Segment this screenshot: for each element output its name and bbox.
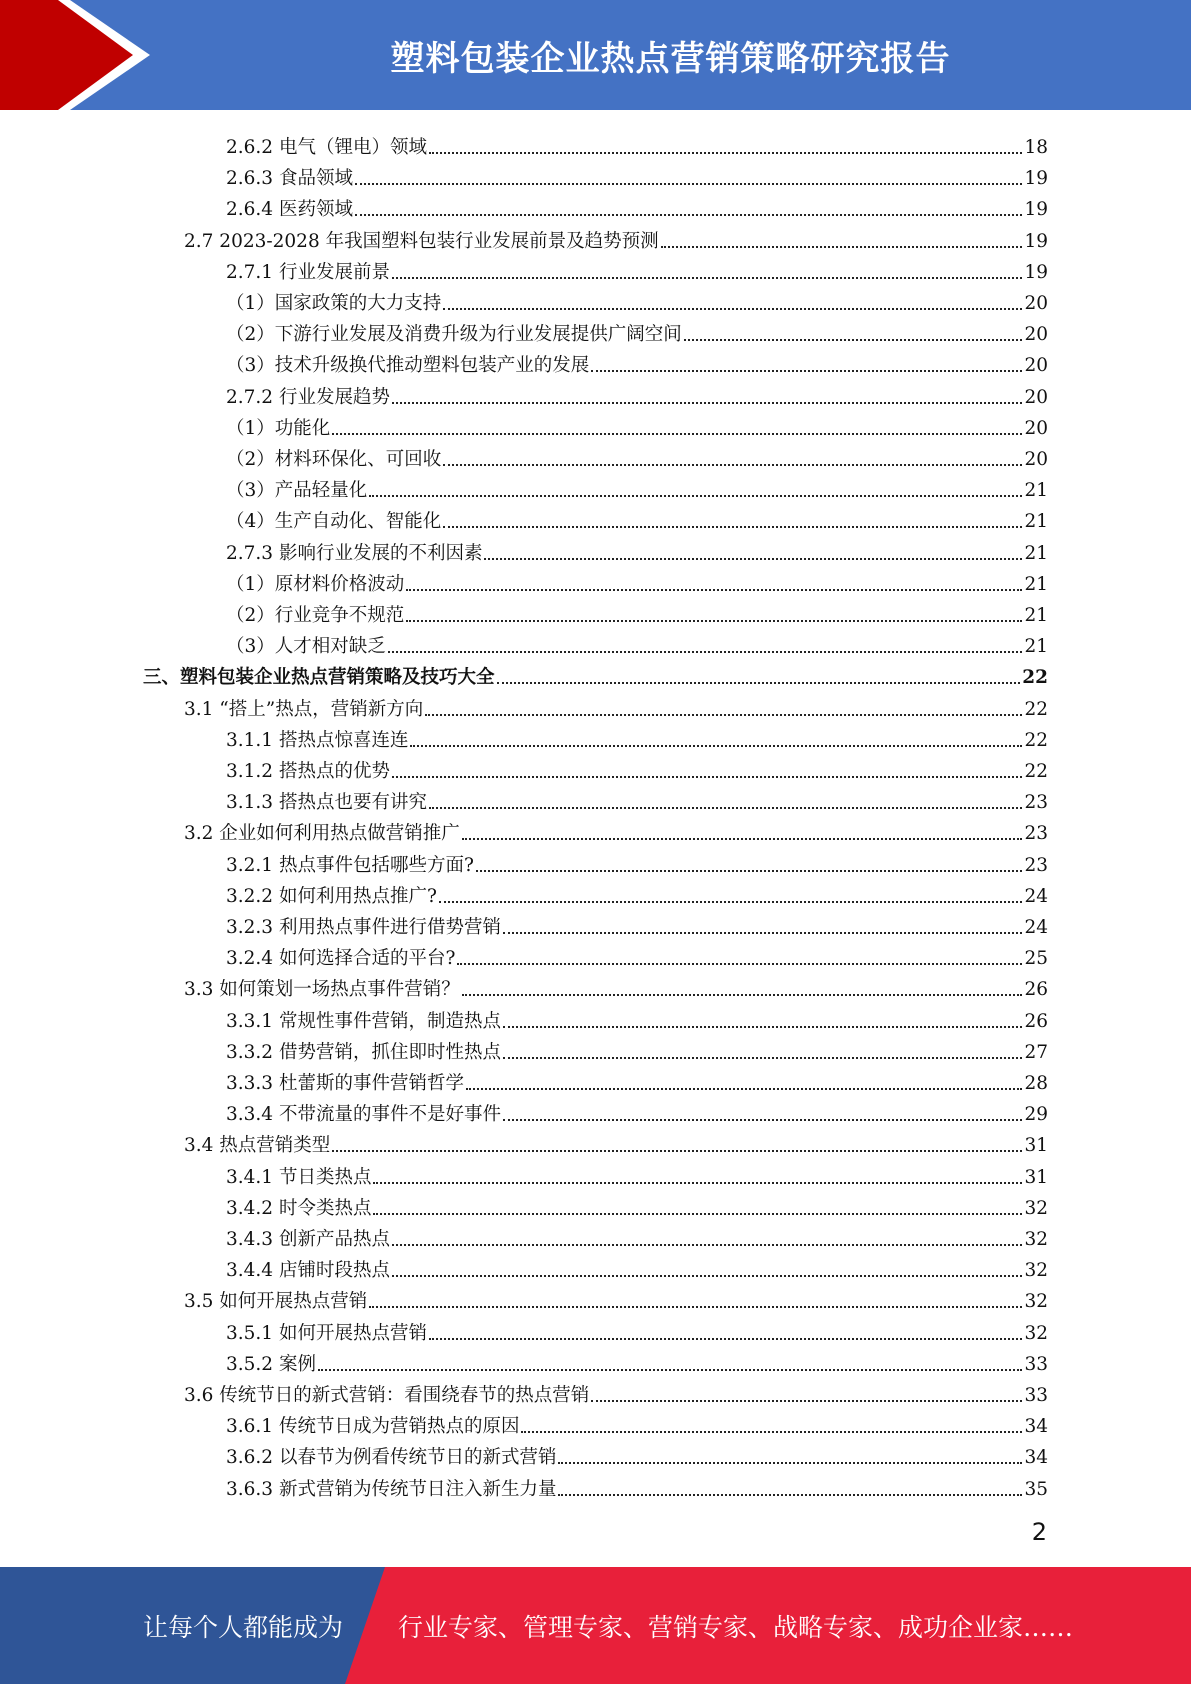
toc-dot-leader [369, 1306, 1022, 1308]
toc-dot-leader [558, 1462, 1022, 1464]
toc-entry-page: 21 [1024, 573, 1048, 595]
toc-entry-title: 3.3.4 不带流量的事件不是好事件 [226, 1104, 501, 1126]
toc-dot-leader [503, 1057, 1022, 1059]
toc-entry[interactable] [226, 346, 1048, 377]
toc-dot-leader [392, 1275, 1022, 1277]
toc-entry-page: 20 [1024, 386, 1048, 408]
toc-entry[interactable] [226, 846, 1048, 877]
toc-dot-leader [503, 932, 1022, 934]
toc-entry[interactable] [184, 1126, 1048, 1157]
toc-entry[interactable] [226, 596, 1048, 627]
toc-entry-page: 22 [1024, 761, 1048, 782]
toc-entry-page: 28 [1024, 1073, 1048, 1094]
toc-entry-title: 2.6.4 医药领域 [226, 199, 353, 221]
toc-entry[interactable] [226, 284, 1048, 315]
toc-entry-page: 21 [1024, 480, 1048, 502]
toc-entry-page: 20 [1024, 324, 1048, 346]
toc-entry[interactable] [184, 1376, 1048, 1407]
toc-entry-page: 27 [1024, 1041, 1048, 1063]
toc-entry-title: 3.6.2 以春节为例看传统节日的新式营销 [226, 1447, 557, 1469]
toc-entry[interactable] [226, 1064, 1048, 1095]
toc-dot-leader [521, 1431, 1022, 1433]
toc-entry-title: 3.1.2 搭热点的优势 [226, 761, 390, 782]
toc-entry[interactable] [184, 814, 1048, 845]
toc-entry-page: 19 [1024, 261, 1048, 283]
toc-dot-leader [503, 1119, 1022, 1121]
toc-dot-leader [392, 776, 1022, 778]
toc-entry[interactable] [184, 690, 1048, 721]
toc-entry-page: 32 [1024, 1229, 1048, 1250]
toc-entry-page: 20 [1024, 417, 1048, 439]
toc-entry-title: 3.4.1 节日类热点 [226, 1166, 372, 1188]
toc-dot-leader [439, 901, 1023, 903]
toc-entry-page: 23 [1024, 792, 1048, 814]
toc-dot-leader [388, 651, 1023, 653]
toc-dot-leader [661, 246, 1023, 248]
toc-entry-title: 3.5 如何开展热点营销 [184, 1291, 368, 1313]
toc-entry-page: 31 [1024, 1166, 1048, 1188]
toc-entry-page: 19 [1024, 230, 1048, 252]
toc-entry[interactable] [226, 502, 1048, 533]
toc-entry-page: 20 [1024, 449, 1048, 470]
toc-entry[interactable] [226, 1314, 1048, 1345]
toc-entry-page: 23 [1024, 823, 1048, 845]
toc-entry[interactable] [184, 222, 1048, 253]
toc-entry-page: 32 [1024, 1197, 1048, 1219]
toc-dot-leader [392, 277, 1022, 279]
toc-entry-page: 29 [1024, 1104, 1048, 1126]
toc-dot-leader [591, 370, 1022, 372]
toc-entry[interactable] [226, 908, 1048, 939]
toc-entry[interactable] [143, 658, 1048, 689]
toc-entry-title: （2）下游行业发展及消费升级为行业发展提供广阔空间 [226, 324, 682, 346]
toc-dot-leader [457, 963, 1022, 965]
toc-entry-page: 19 [1024, 168, 1048, 190]
toc-dot-leader [406, 620, 1022, 622]
toc-entry-title: （2）行业竞争不规范 [226, 605, 405, 626]
toc-entry-title: 2.7.1 行业发展前景 [226, 261, 390, 283]
toc-entry-title: （1）原材料价格波动 [226, 573, 405, 595]
report-title: 塑料包装企业热点营销策略研究报告 [390, 38, 951, 79]
toc-dot-leader [406, 589, 1022, 591]
page-number: 2 [1031, 1518, 1047, 1546]
toc-entry-title: （3）产品轻量化 [226, 480, 368, 502]
toc-entry-page: 26 [1024, 979, 1048, 1001]
toc-entry-title: 3.4.3 创新产品热点 [226, 1229, 390, 1250]
toc-entry[interactable] [226, 1220, 1048, 1251]
toc-dot-leader [443, 526, 1022, 528]
toc-entry[interactable] [226, 877, 1048, 908]
toc-entry[interactable] [226, 315, 1048, 346]
toc-dot-leader [429, 1338, 1022, 1340]
toc-entry[interactable] [226, 1095, 1048, 1126]
toc-entry[interactable] [226, 939, 1048, 970]
toc-entry-title: （4）生产自动化、智能化 [226, 511, 442, 533]
toc-dot-leader [373, 1182, 1022, 1184]
toc-dot-leader [355, 214, 1023, 216]
toc-entry-page: 21 [1024, 511, 1048, 533]
toc-dot-leader [429, 807, 1022, 809]
toc-entry-title: 3.5.1 如何开展热点营销 [226, 1322, 427, 1344]
toc-entry-page: 32 [1024, 1322, 1048, 1344]
toc-entry-page: 33 [1024, 1385, 1048, 1406]
footer-slogan-left: 让每个人都能成为 [143, 1612, 344, 1642]
toc-entry-title: 3.4.2 时令类热点 [226, 1197, 372, 1219]
toc-dot-leader [410, 745, 1022, 747]
toc-entry-title: 3.2 企业如何利用热点做营销推广 [184, 823, 460, 845]
toc-dot-leader [443, 464, 1022, 466]
toc-entry[interactable] [226, 1033, 1048, 1064]
toc-entry[interactable] [226, 534, 1048, 565]
toc-dot-leader [466, 1088, 1022, 1090]
toc-dot-leader [332, 1150, 1022, 1152]
toc-entry[interactable] [226, 128, 1048, 159]
toc-entry[interactable] [226, 721, 1048, 752]
toc-entry[interactable] [226, 752, 1048, 783]
header-chevron-icon [0, 0, 160, 110]
toc-entry[interactable] [226, 190, 1048, 221]
toc-dot-leader [443, 308, 1022, 310]
toc-entry-page: 24 [1024, 917, 1048, 938]
toc-entry[interactable] [226, 1407, 1048, 1438]
toc-entry-title: （3）技术升级换代推动塑料包装产业的发展 [226, 355, 590, 377]
toc-dot-leader [369, 495, 1022, 497]
toc-dot-leader [476, 870, 1023, 872]
toc-entry[interactable] [226, 1438, 1048, 1469]
toc-entry-title: 3.2.1 热点事件包括哪些方面? [226, 854, 474, 876]
toc-entry-page: 20 [1024, 293, 1048, 314]
toc-entry-page: 22 [1024, 729, 1048, 751]
toc-entry-page: 33 [1024, 1353, 1048, 1375]
toc-entry-title: 3.3.3 杜蕾斯的事件营销哲学 [226, 1073, 464, 1094]
toc-entry-title: 3.2.4 如何选择合适的平台? [226, 948, 456, 970]
toc-dot-leader [684, 339, 1023, 341]
toc-dot-leader [497, 682, 1021, 684]
toc-entry[interactable] [226, 783, 1048, 814]
toc-entry-title: 3.3.1 常规性事件营销，制造热点 [226, 1010, 501, 1032]
toc-entry[interactable] [226, 378, 1048, 409]
toc-dot-leader [484, 558, 1022, 560]
toc-entry-title: 3.3 如何策划一场热点事件营销？ [184, 979, 460, 1001]
toc-entry-title: 3.3.2 借势营销，抓住即时性热点 [226, 1041, 501, 1063]
toc-dot-leader [332, 433, 1022, 435]
toc-entry-page: 34 [1024, 1416, 1048, 1438]
toc-entry-page: 21 [1024, 542, 1048, 564]
toc-entry[interactable] [226, 1158, 1048, 1189]
toc-dot-leader [425, 714, 1022, 716]
toc-entry-title: 3.6.3 新式营销为传统节日注入新生力量 [226, 1478, 557, 1500]
toc-entry[interactable] [226, 159, 1048, 190]
toc-entry-title: 3.6 传统节日的新式营销：看围绕春节的热点营销 [184, 1385, 590, 1406]
toc-entry[interactable] [184, 970, 1048, 1001]
toc-entry-page: 22 [1022, 667, 1048, 689]
toc-entry-page: 35 [1024, 1478, 1048, 1500]
page-header [0, 0, 1191, 110]
toc-entry-title: 3.2.3 利用热点事件进行借势营销 [226, 917, 501, 938]
toc-entry-page: 34 [1024, 1447, 1048, 1469]
toc-dot-leader [462, 838, 1023, 840]
toc-entry-title: 3.2.2 如何利用热点推广? [226, 885, 437, 907]
toc-entry-title: 3.4.4 店铺时段热点 [226, 1260, 390, 1282]
toc-entry-title: 3.4 热点营销类型 [184, 1135, 331, 1157]
toc-dot-leader [392, 402, 1022, 404]
toc-entry-page: 22 [1024, 698, 1048, 720]
toc-dot-leader [392, 1244, 1022, 1246]
toc-dot-leader [355, 183, 1023, 185]
toc-entry[interactable] [226, 1002, 1048, 1033]
toc-entry-page: 32 [1024, 1291, 1048, 1313]
toc-dot-leader [373, 1213, 1022, 1215]
toc-entry[interactable] [226, 1251, 1048, 1282]
toc-entry-page: 24 [1024, 885, 1048, 907]
toc-entry-title: （1）国家政策的大力支持 [226, 293, 442, 314]
toc-entry-title: 2.7 2023-2028 年我国塑料包装行业发展前景及趋势预测 [184, 230, 659, 252]
toc-entry-page: 21 [1024, 605, 1048, 626]
toc-entry-page: 26 [1024, 1010, 1048, 1032]
toc-entry-title: 三、塑料包装企业热点营销策略及技巧大全 [143, 667, 495, 689]
toc-entry-title: 3.6.1 传统节日成为营销热点的原因 [226, 1416, 520, 1438]
toc-entry[interactable] [226, 1189, 1048, 1220]
toc-entry[interactable] [184, 1282, 1048, 1313]
toc-entry[interactable] [226, 253, 1048, 284]
toc-entry-page: 18 [1024, 137, 1048, 158]
toc-entry[interactable] [226, 565, 1048, 596]
toc-dot-leader [462, 994, 1023, 996]
toc-entry-page: 31 [1024, 1135, 1048, 1157]
toc-entry-title: 2.6.3 食品领域 [226, 168, 353, 190]
toc-entry-title: 3.1.1 搭热点惊喜连连 [226, 729, 409, 751]
toc-entry[interactable] [226, 1345, 1048, 1376]
toc-entry-page: 21 [1024, 636, 1048, 658]
toc-entry-title: 2.7.3 影响行业发展的不利因素 [226, 542, 483, 564]
toc-entry-title: 3.1.3 搭热点也要有讲究 [226, 792, 427, 814]
page-footer [0, 1567, 1191, 1684]
toc-entry[interactable] [226, 627, 1048, 658]
toc-entry-title: 3.5.2 案例 [226, 1353, 316, 1375]
toc-dot-leader [429, 152, 1022, 154]
footer-slogan-right: 行业专家、管理专家、营销专家、战略专家、成功企业家…… [398, 1612, 1074, 1642]
toc-entry-title: （2）材料环保化、可回收 [226, 449, 442, 470]
toc-entry-page: 19 [1024, 199, 1048, 221]
toc-entry-page: 23 [1024, 854, 1048, 876]
toc-entry-title: 2.6.2 电气（锂电）领域 [226, 137, 427, 158]
toc-dot-leader [503, 1026, 1022, 1028]
toc-entry-title: （1）功能化 [226, 417, 331, 439]
toc-entry[interactable] [226, 440, 1048, 471]
toc-entry-page: 20 [1024, 355, 1048, 377]
toc-dot-leader [591, 1400, 1022, 1402]
toc-dot-leader [318, 1369, 1023, 1371]
toc-entry-title: （3）人才相对缺乏 [226, 636, 386, 658]
toc-entry[interactable] [226, 409, 1048, 440]
toc-entry-page: 32 [1024, 1260, 1048, 1282]
toc-entry[interactable] [226, 1470, 1048, 1501]
toc-dot-leader [558, 1494, 1022, 1496]
toc-entry-page: 25 [1024, 948, 1048, 970]
toc-entry-title: 2.7.2 行业发展趋势 [226, 386, 390, 408]
toc-entry-title: 3.1 “搭上”热点，营销新方向 [184, 698, 424, 720]
toc-entry[interactable] [226, 471, 1048, 502]
